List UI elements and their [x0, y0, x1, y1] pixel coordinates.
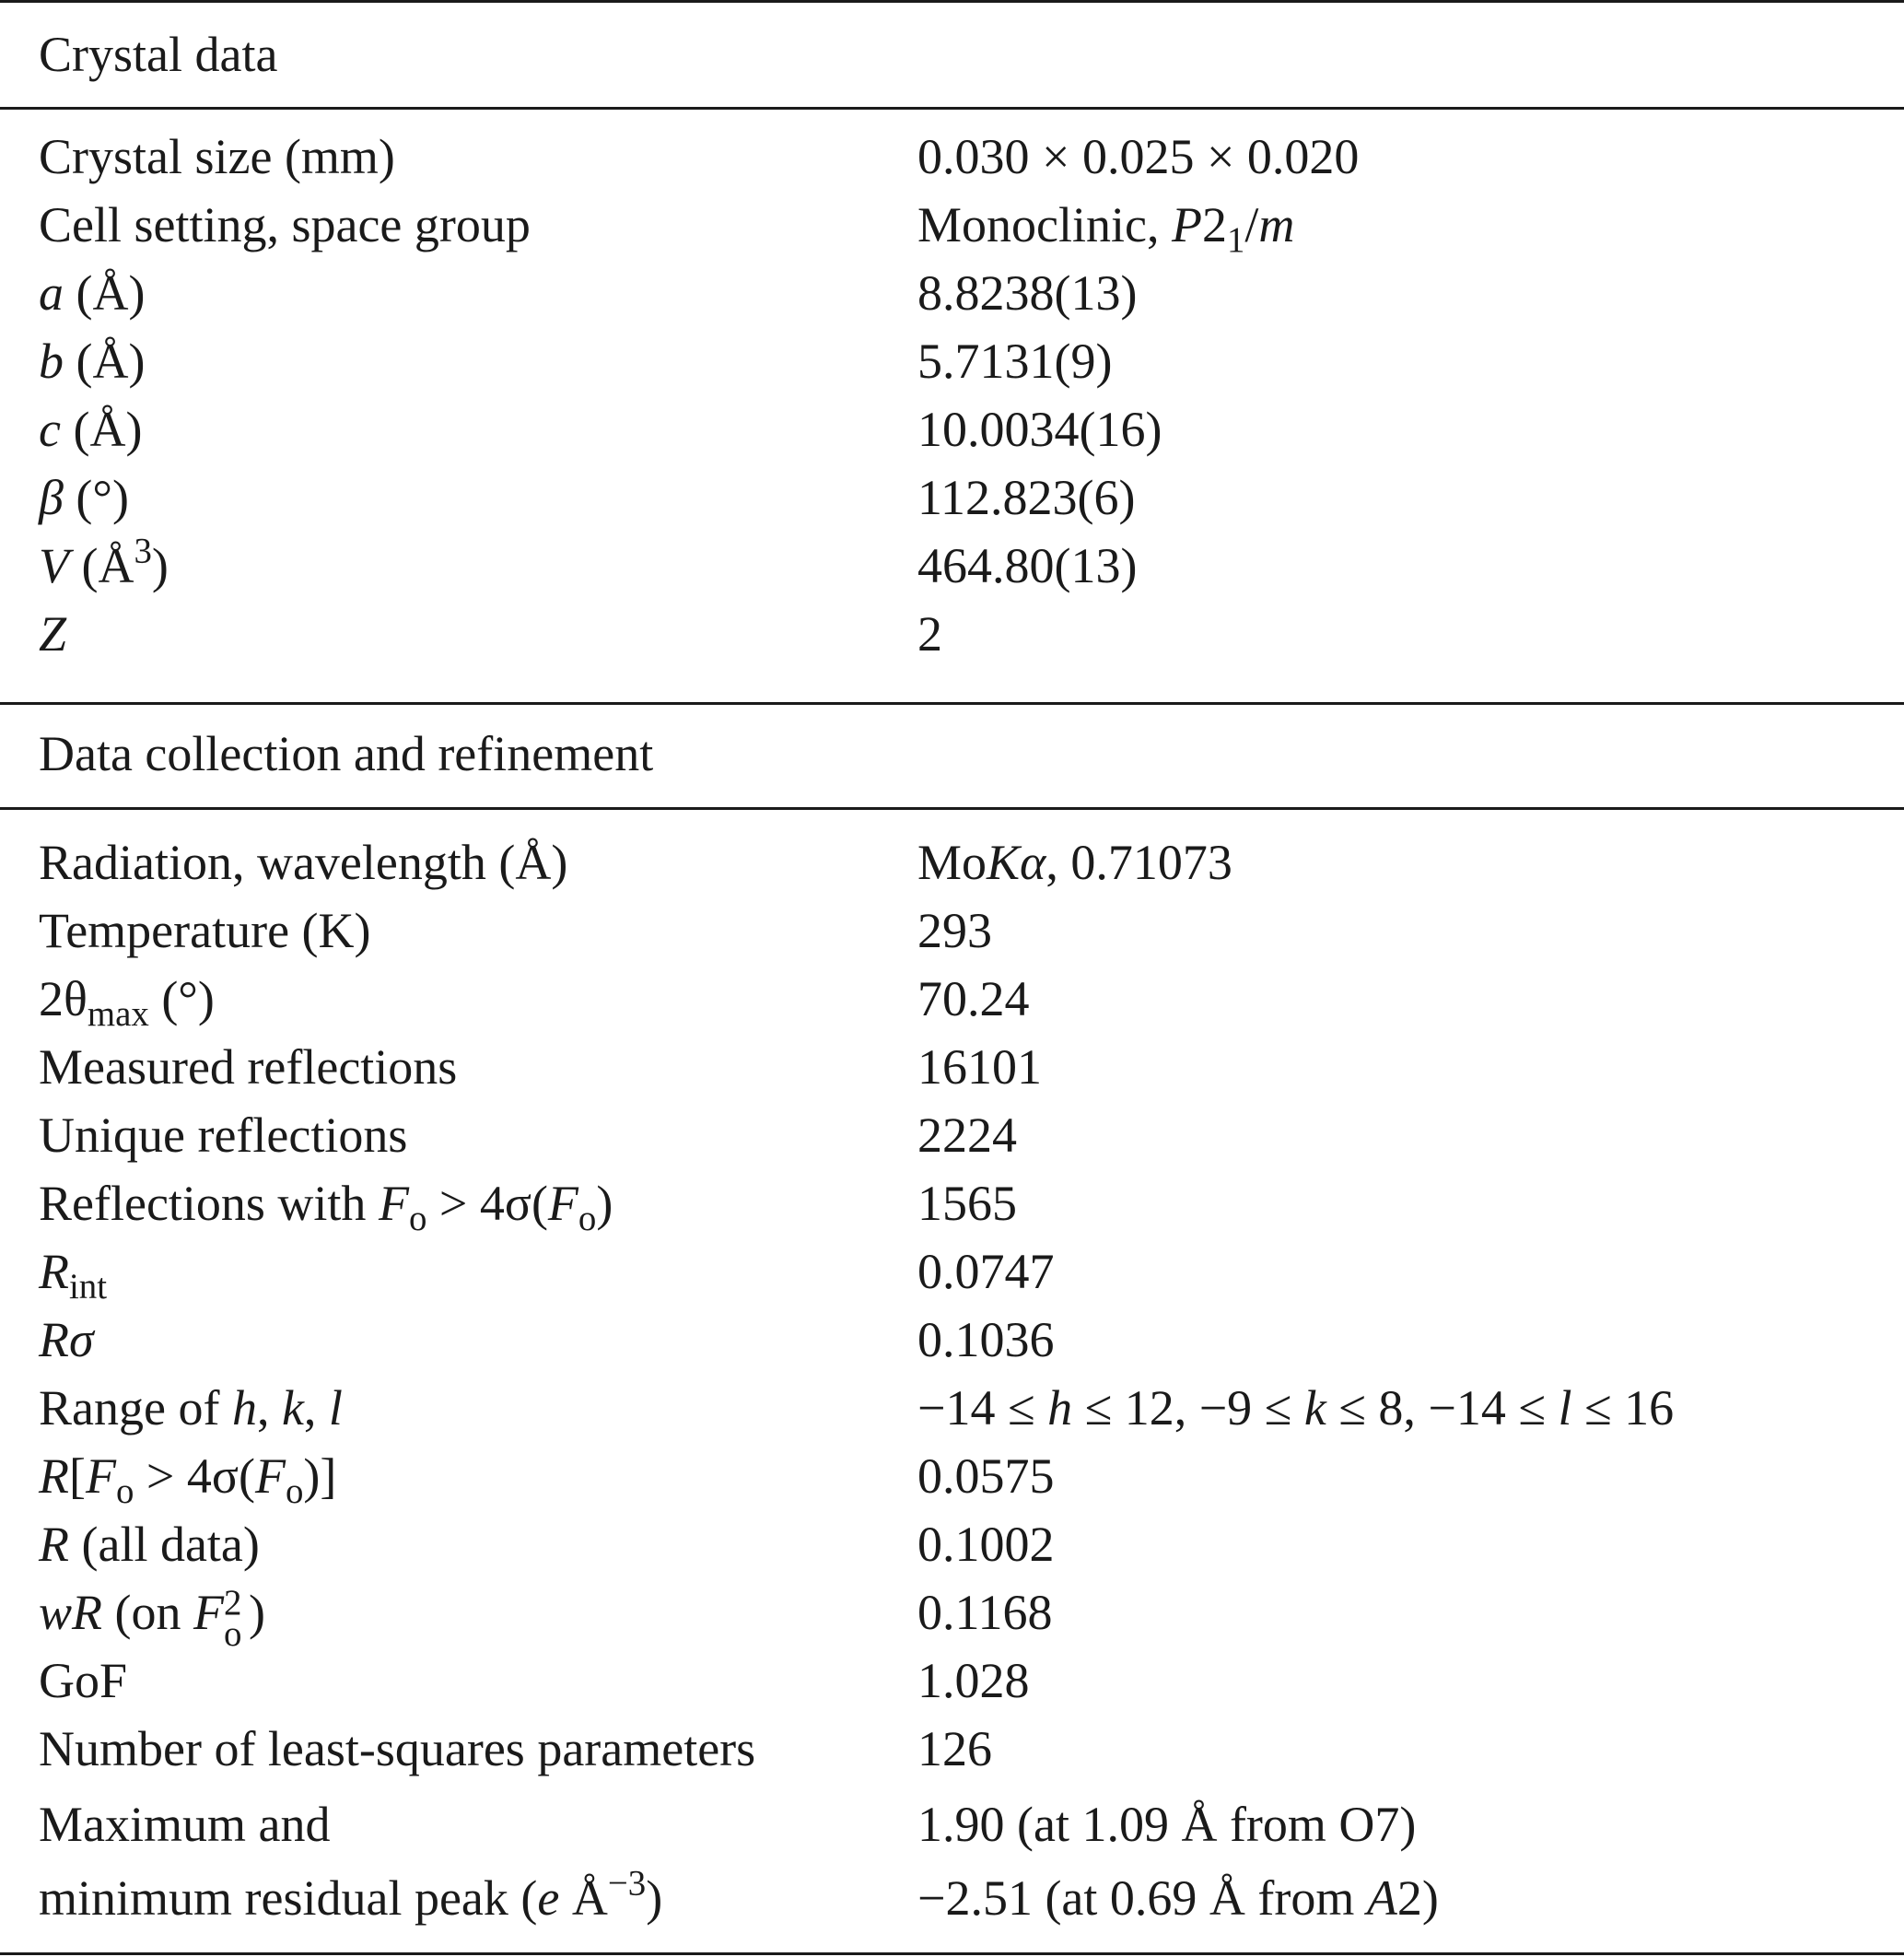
- row-value-range-hkl: −14 ≤ h ≤ 12, −9 ≤ k ≤ 8, −14 ≤ l ≤ 16: [917, 1380, 1675, 1436]
- bottom-rule: [0, 1952, 1904, 1955]
- row-label-volume: V $(Å^3)$: [39, 531, 169, 593]
- row-label-two-theta-max: $2\theta_{max}$ (°): [39, 971, 215, 1034]
- row-value-unique-reflections: 2224: [917, 1107, 1017, 1163]
- row-value-c: 10.0034(16): [917, 402, 1162, 457]
- row-label-beta: β (°): [39, 470, 129, 525]
- row-value-r-all: 0.1002: [917, 1517, 1055, 1572]
- row-value-r-int: 0.0747: [917, 1244, 1055, 1299]
- row-label-gof: GoF: [39, 1653, 128, 1708]
- row-label-min-peak: minimum residual peak (e $Å^{-3}$): [39, 1863, 663, 1926]
- row-value-beta: 112.823(6): [917, 470, 1136, 525]
- row-label-r-all: R (all data): [39, 1517, 260, 1572]
- row-value-r-observed: 0.0575: [917, 1448, 1055, 1504]
- row-value-a: 8.8238(13): [917, 265, 1138, 321]
- row-value-wr: 0.1168: [917, 1585, 1053, 1640]
- row-value-gof: 1.028: [917, 1653, 1030, 1708]
- row-value-measured-reflections: 16101: [917, 1039, 1042, 1095]
- row-label-n-params: Number of least-squares parameters: [39, 1721, 756, 1776]
- row-label-range-hkl: Range of h, k, l: [39, 1380, 343, 1436]
- row-label-c: c (Å): [39, 402, 143, 457]
- row-label-cell-setting: Cell setting, space group: [39, 197, 531, 252]
- row-value-temperature: 293: [917, 903, 992, 958]
- row-label-crystal-size: Crystal size (mm): [39, 129, 395, 184]
- row-label-temperature: Temperature (K): [39, 903, 371, 958]
- row-label-b: b (Å): [39, 334, 146, 389]
- row-value-two-theta-max: 70.24: [917, 971, 1030, 1026]
- row-value-volume: 464.80(13): [917, 538, 1138, 593]
- row-value-cell-setting: Monoclinic, $P2_1/m$: [917, 197, 1295, 260]
- row-label-r-observed: $R[F_o > 4\sigma(F_o)]$: [39, 1448, 337, 1511]
- row-value-r-sigma: 0.1036: [917, 1312, 1055, 1367]
- row-label-unique-reflections: Unique reflections: [39, 1107, 408, 1163]
- row-label-r-int: $R_{int}$: [39, 1244, 108, 1307]
- row-label-reflections-observed: Reflections with $F_o > 4\sigma(F_o)$: [39, 1176, 613, 1238]
- row-value-b: 5.7131(9): [917, 334, 1113, 389]
- row-value-radiation: MoKα, 0.71073: [917, 835, 1232, 890]
- row-value-reflections-observed: 1565: [917, 1176, 1017, 1231]
- row-label-z: Z: [39, 606, 67, 662]
- row-label-radiation: Radiation, wavelength (Å): [39, 835, 568, 890]
- header-rule-collection: [0, 807, 1904, 810]
- section-divider-rule: [0, 702, 1904, 705]
- section-title-data-collection: Data collection and refinement: [39, 726, 654, 781]
- row-value-z: 2: [917, 606, 942, 662]
- header-rule-crystal: [0, 107, 1904, 110]
- row-value-min-peak: −2.51 (at 0.69 Å from A2): [917, 1870, 1439, 1926]
- row-label-wr: wR (on F 2 o ): [39, 1583, 265, 1655]
- row-label-a: a (Å): [39, 265, 146, 321]
- row-label-max-peak: Maximum and: [39, 1797, 331, 1852]
- row-value-max-peak: 1.90 (at 1.09 Å from O7): [917, 1797, 1417, 1852]
- row-value-n-params: 126: [917, 1721, 992, 1776]
- section-title-crystal-data: Crystal data: [39, 27, 278, 82]
- top-rule: [0, 0, 1904, 3]
- row-label-measured-reflections: Measured reflections: [39, 1039, 458, 1095]
- row-label-r-sigma: Rσ: [39, 1312, 94, 1367]
- row-value-crystal-size: 0.030 × 0.025 × 0.020: [917, 129, 1360, 184]
